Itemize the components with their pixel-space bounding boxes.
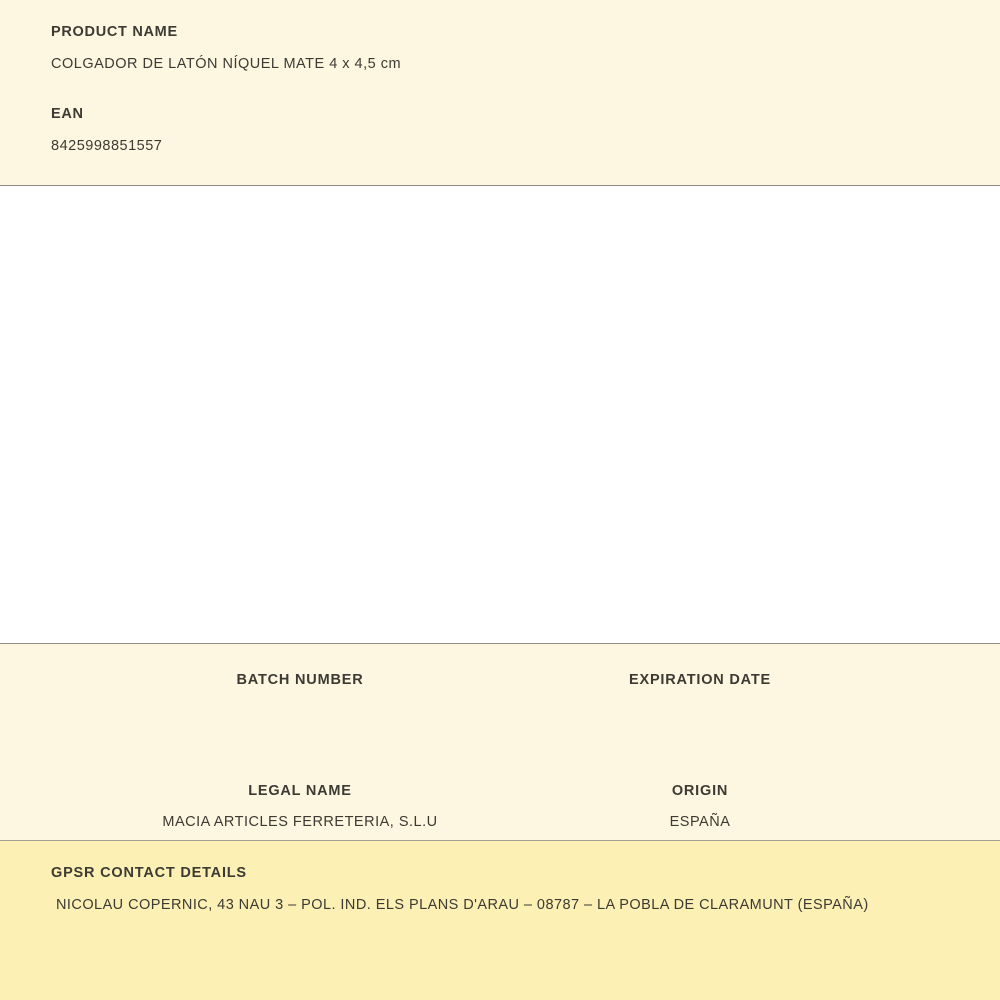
legal-name-label: LEGAL NAME [248, 783, 352, 800]
product-image-area [0, 186, 1000, 644]
gpsr-contact-block [0, 841, 1000, 1000]
expiration-date-cell [500, 669, 900, 718]
product-summary-block [0, 0, 1000, 186]
product-details-block [0, 644, 1000, 841]
product-name-label: PRODUCT NAME [51, 24, 178, 40]
gpsr-contact-value: NICOLAU COPERNIC, 43 NAU 3 – POL. IND. ELS PLANS D'ARAU – 08787 – LA POBLA DE CLARAMUNT (ESPAÑA) [56, 896, 869, 913]
batch-number-value [110, 700, 490, 718]
ean-value: 8425998851557 [51, 137, 163, 154]
details-grid-row-2 [100, 780, 900, 834]
ean-label: EAN [51, 105, 84, 122]
gpsr-contact-label: GPSR CONTACT DETAILS [51, 865, 247, 881]
batch-number-label: BATCH NUMBER [236, 672, 364, 688]
origin-cell [500, 780, 900, 834]
ean-field [0, 104, 1000, 158]
legal-name-cell [100, 780, 500, 834]
details-grid-row-1 [100, 669, 900, 718]
product-name-value: COLGADOR DE LATÓN NÍQUEL MATE 4 x 4,5 cm [51, 55, 402, 72]
expiration-date-label: EXPIRATION DATE [629, 672, 771, 688]
origin-value: ESPAÑA [669, 814, 731, 831]
batch-number-cell [100, 669, 500, 718]
expiration-date-value [510, 700, 890, 718]
product-name-field [0, 22, 1000, 76]
origin-label: ORIGIN [671, 783, 729, 800]
legal-name-value: MACIA ARTICLES FERRETERIA, S.L.U [162, 814, 438, 831]
